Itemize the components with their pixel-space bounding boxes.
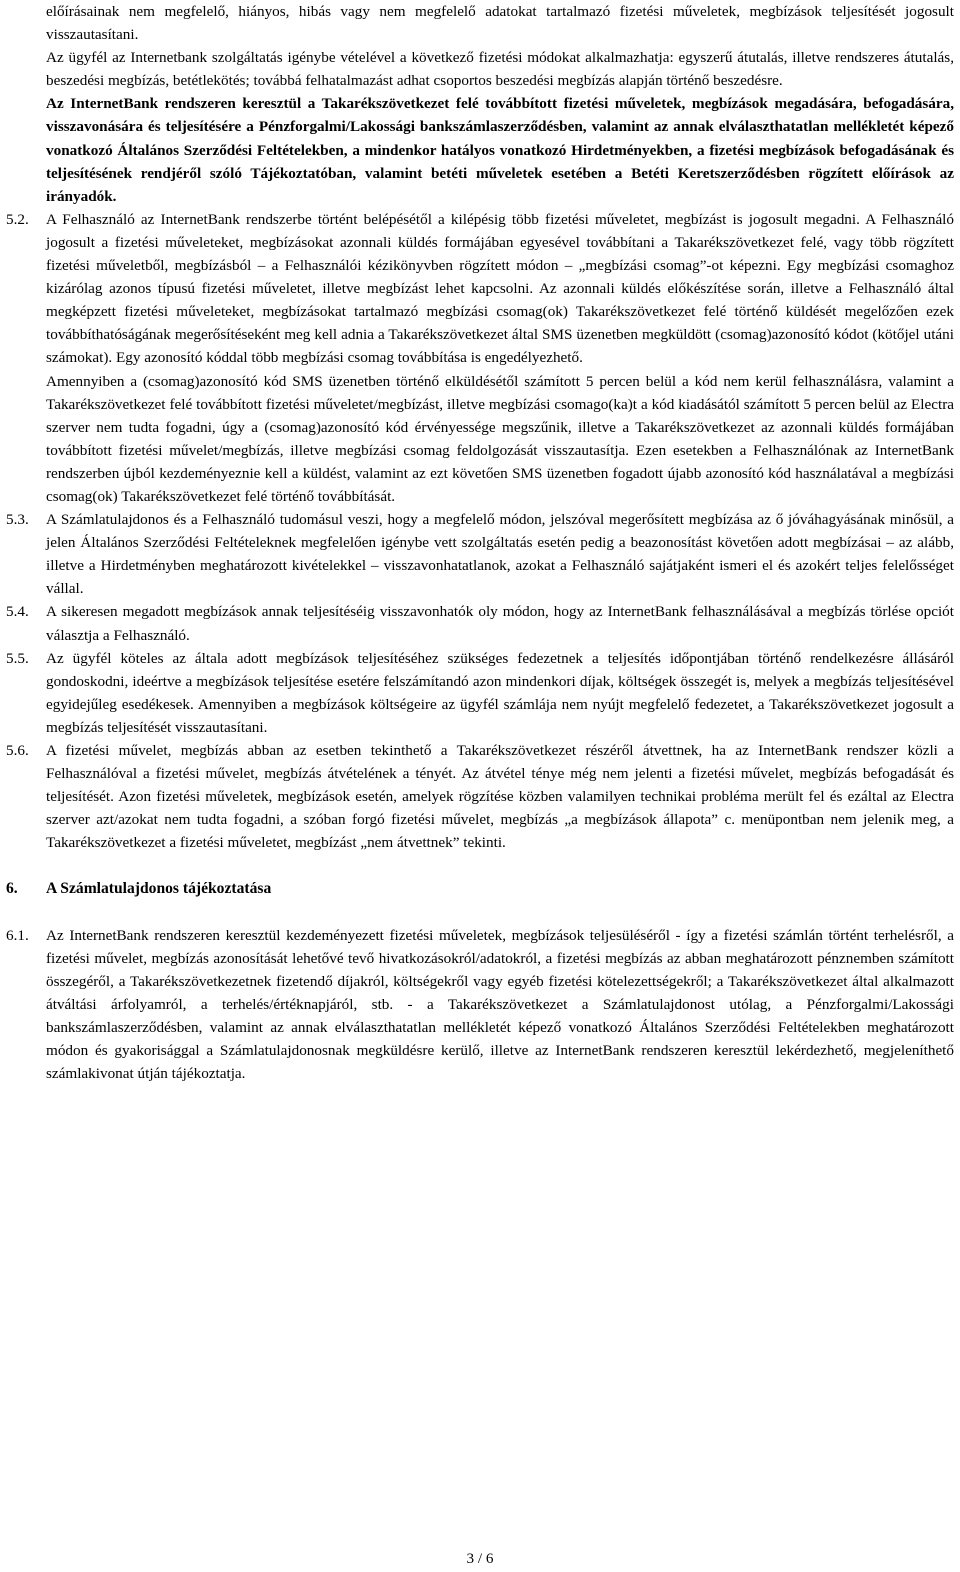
heading-number: 6.	[6, 880, 18, 898]
heading-title: A Számlatulajdonos tájékoztatása	[46, 880, 272, 898]
section-paragraph: Amennyiben a (csomag)azonosító kód SMS üzenetben történő elküldésétől számított 5 percen belül a kód nem kerül felhasználásra, valamint a Takarékszövetkezet felé továbbított fizetési műveletet/megbízást, illetve megbízási csomago(ka)t a kód kiadásától számított 5 percen belül az Electra szerver nem tudta fogadni, úgy a (csomag)azonosító kód érvényessége megszűnik, illetve a Takarékszövetkezet az azonnali küldés formájában továbbított fizetési művelet/megbízás, illetve megbízási csomag feldolgozását visszautasítja. Ezen esetekben a Felhasználónak az InternetBank rendszerben újból kezdeményeznie kell a küldést, valamint az ezt követően SMS üzenetben fogadott újabb azonosító kód használatával a megbízási csomag(ok) Takarékszövetkezet felé történő továbbítását.	[46, 372, 954, 505]
governing-rules-paragraph: Az InternetBank rendszeren keresztül a Takarékszövetkezet felé továbbított fizetési műveletek, megbízások megadására, befogadására, visszavonására és teljesítésére a Pénzforgalmi/Lakossági bankszámlaszerződésben, valamint az annak elválaszthatatlan mellékletét képező vonatkozó Általános Szerződési Feltételekben, a mindenkor hatályos vonatkozó Hirdetményekben, a fizetési megbízások befogadásának és teljesítésének rendjéről szóló Tájékoztatóban, valamint betéti műveletek esetében a Betéti Keretszerződésben rögzített előírások az irányadók.	[46, 95, 954, 205]
section-number: 5.3.	[6, 511, 29, 529]
section-number: 5.2.	[6, 210, 29, 228]
section-number: 6.1.	[6, 926, 29, 944]
section-5-2	[6, 208, 954, 508]
section-5-6	[6, 739, 954, 854]
intro-paragraph: előírásainak nem megfelelő, hiányos, hibás vagy nem megfelelő adatokat tartalmazó fizetési műveletek, megbízások teljesítését jogosult visszautasítani.	[46, 3, 954, 44]
section-number: 5.5.	[6, 649, 29, 667]
section-paragraph: Az InternetBank rendszeren keresztül kezdeményezett fizetési műveletek, megbízások teljesüléséről - így a fizetési számlán történt terhelésről, a fizetési művelet, megbízás azonosítását lehetővé tevő hivatkozásokról/adatokról, a fizetési megbízás az abban meghatározott pénznemben számított összegéről, a Takarékszövetkezetnek fizetendő díjakról, költségekről vagy egyéb fizetési kötelezettségekről; a Takarékszövetkezet által alkalmazott átváltási árfolyamról, a terhelés/értéknapjáról, stb. - a Takarékszövetkezet a Számlatulajdonost utólag, a Pénzforgalmi/Lakossági bankszámlaszerződésben, valamint az annak elválaszthatatlan mellékletét képező vonatkozó Általános Szerződési Feltételekben meghatározott módon és gyakorisággal a Számlatulajdonosnak megküldésre kerülő, illetve az InternetBank rendszeren keresztül lekérdezhető, megjeleníthető számlakivonat útján tájékoztatja.	[46, 926, 954, 1083]
section-6-1	[6, 924, 954, 1086]
section-paragraph: A sikeresen megadott megbízások annak teljesítéséig visszavonhatók oly módon, hogy az InternetBank felhasználásával a megbízás törlése opciót választja a Felhasználó.	[46, 603, 954, 644]
section-number: 5.4.	[6, 603, 29, 621]
payment-methods-paragraph: Az ügyfél az Internetbank szolgáltatás igénybe vételével a következő fizetési módokat alkalmazhatja: egyszerű átutalás, illetve rendszeres átutalás, beszedési megbízás, betétlekötés; továbbá felhatalmazást adhat csoportos beszedési megbízás alapján történő beszedésre.	[46, 49, 954, 90]
section-paragraph: A Felhasználó az InternetBank rendszerbe történt belépésétől a kilépésig több fizetési műveletet, megbízást is jogosult megadni. A Felhasználó jogosult a fizetési műveleteket, megbízásokat azonnali küldés formájában egyesével továbbítani a Takarékszövetkezet felé, vagy több rögzített fizetési műveletből, megbízásból – a Felhasználói kézikönyvben rögzített módon – „megbízási csomag”-ot képezni. Egy megbízási csomaghoz kizárólag azonos típusú fizetési műveletet, illetve megbízást lehet kapcsolni. Az azonnali küldés előkészítése során, illetve a Felhasználó által megképzett fizetési műveleteket, megbízásokat tartalmazó megbízási csomag(ok) Takarékszövetkezet felé történő küldését megelőzően ezek továbbíthatóságának megerősítéseként meg kell adnia a Takarékszövetkezet által SMS üzenetben megküldött (csomag)azonosító kódot (kötőjel utáni számokat). Egy azonosító kóddal több megbízási csomag továbbítása is engedélyezhető.	[46, 210, 954, 367]
section-paragraph: A Számlatulajdonos és a Felhasználó tudomásul veszi, hogy a megfelelő módon, jelszóval megerősített megbízása az ő jóváhagyásának minősül, a jelen Általános Szerződési Feltételeknek megfelelően igénybe vett szolgáltatás esetén pedig a beazonosítást követően adott megbízásai – az alább, illetve a Hirdetményben meghatározott kivételekkel – visszavonhatatlanok, azokat a Felhasználó sajátjaként ismeri el és azokért teljes felelősséget vállal.	[46, 511, 954, 598]
page-content	[6, 0, 954, 1085]
intro-block	[6, 0, 954, 208]
section-6-heading	[6, 877, 954, 900]
section-paragraph: A fizetési művelet, megbízás abban az esetben tekinthető a Takarékszövetkezet részéről átvettnek, ha az InternetBank rendszer közli a Felhasználóval a fizetési művelet, megbízás átvételének a tényét. Az átvétel ténye még nem jelenti a fizetési művelet, megbízás befogadását és teljesítését. Azon fizetési műveletek, megbízások esetén, amelyek rögzítése közben valamilyen technikai probléma merült fel és ezáltal az Electra szerver azt/azokat nem tudta fogadni, a szóban forgó fizetési művelet, megbízás „a megbízások állapota” c. menüpontban nem jelenik meg, a Takarékszövetkezet a fizetési műveletet, megbízást „nem átvettnek” tekinti.	[46, 742, 954, 852]
section-5-3	[6, 508, 954, 600]
section-5-5	[6, 647, 954, 739]
section-paragraph: Az ügyfél köteles az általa adott megbízások teljesítéséhez szükséges fedezetnek a teljesítés időpontjában történő rendelkezésre állásáról gondoskodni, ideértve a megbízások teljesítése esetére felszámítandó azon mindenkori díjak, költségek összegét is, melyek a megbízás teljesítésével egyidejűleg esedékesek. Amennyiben a megbízások költségeire az ügyfél számlája nem nyújt megfelelő fedezetet, a Takarékszövetkezet jogosult a megbízás teljesítését visszautasítani.	[46, 649, 954, 736]
section-number: 5.6.	[6, 742, 29, 759]
page-number: 3 / 6	[466, 1550, 494, 1567]
section-5-4	[6, 600, 954, 646]
